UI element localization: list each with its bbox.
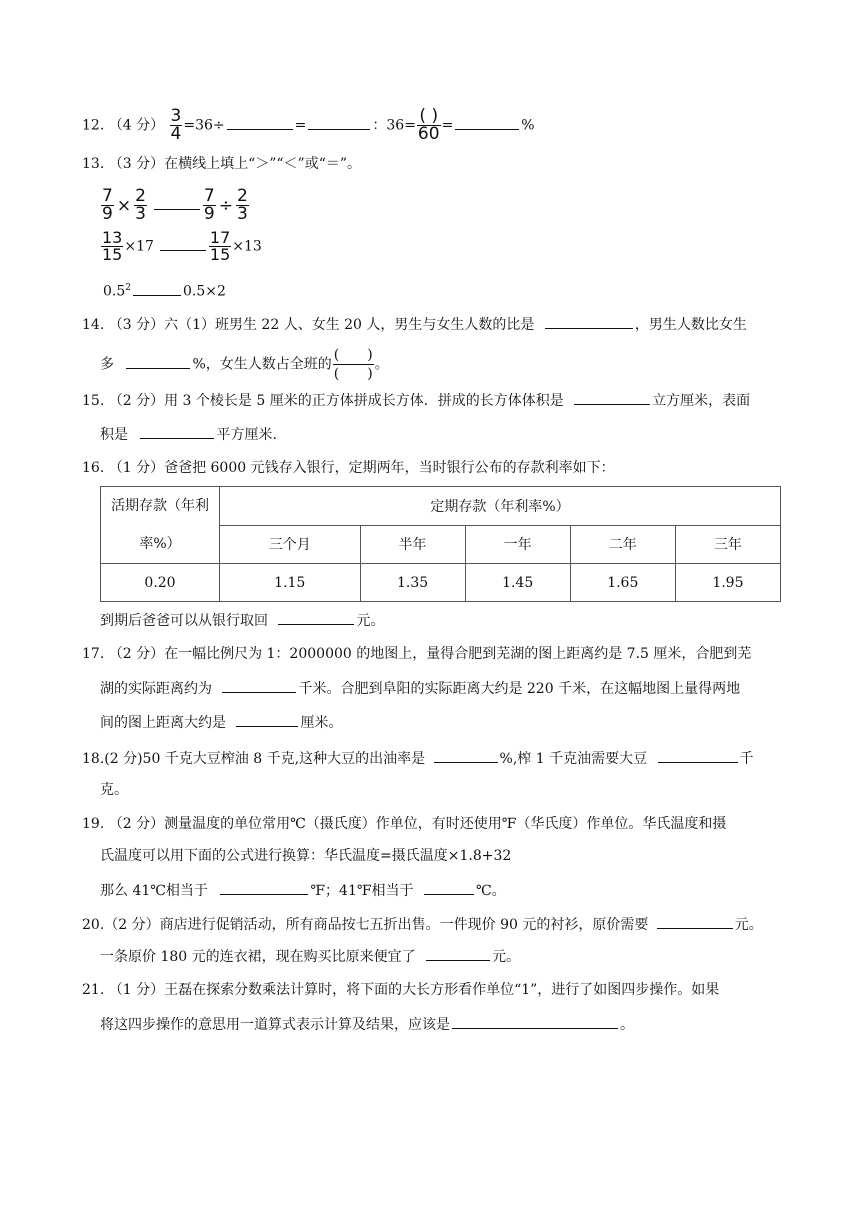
question-number: 19. — [82, 816, 105, 832]
column-header: 一年 — [465, 525, 570, 564]
question-17-line-3: 间的图上距离大约是 厘米。 — [100, 712, 342, 733]
question-number: 16. — [82, 460, 105, 476]
answer-blank[interactable] — [278, 610, 354, 625]
answer-blank[interactable] — [424, 880, 474, 895]
question-16: 16. （1 分）爸爸把 6000 元钱存入银行，定期两年，当时银行公布的存款利率如下： — [82, 460, 615, 476]
compare-row-1: $\frac{7}{9}$ × $\frac{2}{3}$ $\frac{7}{9}$ ÷ $\frac{2}{3}$ — [102, 186, 248, 224]
score: （4 分） — [108, 117, 165, 134]
column-header: 半年 — [360, 525, 465, 564]
question-number: 18. — [82, 751, 105, 767]
score: （2 分） — [108, 393, 165, 409]
answer-blank[interactable] — [140, 424, 214, 439]
score: (2 分) — [104, 751, 143, 767]
question-number: 15. — [82, 393, 105, 409]
question-20: 20.（2 分）商店进行促销活动，所有商品按七五折出售。一件现价 90 元的衬衫，原价需要 元。 — [82, 914, 763, 935]
answer-blank[interactable] — [658, 748, 738, 763]
question-number: 14. — [82, 317, 105, 333]
compare-blank[interactable] — [133, 281, 181, 296]
question-20-line-2: 一条原价 180 元的连衣裙，现在购买比原来便宜了 元。 — [100, 946, 520, 967]
question-21: 21. （1 分）王磊在探索分数乘法计算时，将下面的大长方形看作单位“1”，进行了如图四步操作。如果 — [82, 982, 720, 998]
question-18-line-2: 克。 — [100, 782, 128, 798]
score: （1 分） — [108, 982, 165, 998]
question-number: 20. — [82, 917, 105, 933]
rate-cell: 1.65 — [570, 564, 675, 602]
score: （2 分） — [108, 646, 165, 662]
question-19: 19. （2 分）测量温度的单位常用℃（摄氏度）作单位，有时还使用℉（华氏度）作单位。华氏温度和摄 — [82, 816, 727, 832]
answer-blank[interactable] — [308, 115, 370, 130]
answer-blank[interactable] — [452, 1014, 618, 1029]
answer-blank[interactable] — [236, 712, 298, 727]
question-number: 17. — [82, 646, 105, 662]
question-text: 在横线上填上“＞”“＜”或“＝”。 — [164, 156, 362, 172]
compare-row-3: $0.5^2$ 0.5×2 — [103, 278, 226, 302]
fraction: $\frac{13}{15}$ — [102, 228, 123, 264]
answer-blank[interactable] — [220, 880, 308, 895]
score: （3 分） — [108, 156, 165, 172]
answer-blank[interactable] — [455, 115, 519, 130]
compare-row-2: $\frac{13}{15}$ ×17 $\frac{17}{15}$ ×13 — [102, 228, 262, 264]
column-header: 三年 — [675, 525, 780, 564]
column-header: 二年 — [570, 525, 675, 564]
question-15-line-2: 积是 平方厘米. — [100, 424, 277, 445]
answer-blank[interactable] — [426, 946, 490, 961]
question-19-line-3: 那么 41℃相当于 ℉；41℉相当于 ℃。 — [100, 880, 506, 901]
fraction-blank-60: $\frac{( )}{60}$ — [417, 106, 440, 144]
score: （2 分） — [108, 816, 165, 832]
question-17-line-2: 湖的实际距离约为 千米。合肥到阜阳的实际距离大约是 220 千米，在这幅地图上量得两地 — [100, 678, 740, 699]
question-15: 15. （2 分）用 3 个棱长是 5 厘米的正方体拼成长方体．拼成的长方体体积是 立方厘米，表面 — [82, 390, 750, 411]
fraction-blank[interactable]: $\frac{( )}{( )}$ — [333, 347, 373, 382]
compare-blank[interactable] — [160, 236, 206, 251]
answer-blank[interactable] — [126, 354, 190, 369]
column-header: 三个月 — [220, 525, 361, 564]
question-number: 21. — [82, 982, 105, 998]
score: （2 分） — [104, 917, 160, 933]
question-18: 18.(2 分)50 千克大豆榨油 8 千克,这种大豆的出油率是 %,榨 1 千克油需要大豆 千 — [82, 748, 754, 769]
answer-blank[interactable] — [434, 748, 498, 763]
fraction: $\frac{7}{9}$ — [203, 186, 215, 224]
interest-rate-table — [100, 486, 781, 602]
answer-blank[interactable] — [657, 914, 733, 929]
question-17: 17. （2 分）在一幅比例尺为 1：2000000 的地图上，量得合肥到芜湖的图上距离约是 7.5 厘米，合肥到芜 — [82, 646, 752, 662]
score: （1 分） — [108, 460, 165, 476]
question-16-line-2: 到期后爸爸可以从银行取回 元。 — [100, 610, 384, 631]
compare-blank[interactable] — [154, 195, 200, 210]
answer-blank[interactable] — [545, 314, 633, 329]
demand-deposit-header: 活期存款（年利 率%） — [101, 487, 220, 564]
fraction: $\frac{2}{3}$ — [135, 186, 146, 224]
fraction: $\frac{7}{9}$ — [102, 186, 113, 224]
answer-blank[interactable] — [222, 678, 296, 693]
fraction: $\frac{17}{15}$ — [209, 228, 231, 264]
rate-cell: 1.95 — [675, 564, 780, 602]
question-number: 13. — [82, 156, 105, 172]
fixed-deposit-header: 定期存款（年利率%） — [220, 487, 781, 526]
question-21-line-2: 将这四步操作的意思用一道算式表示计算及结果，应该是 。 — [100, 1014, 634, 1035]
answer-blank[interactable] — [227, 115, 293, 130]
question-19-line-2: 氏温度可以用下面的公式进行换算：华氏温度=摄氏温度×1.8+32 — [100, 848, 512, 864]
question-14-line-2: 多 %，女生人数占全班的 $\frac{( )}{( )}$ 。 — [100, 347, 389, 382]
rate-cell: 1.35 — [360, 564, 465, 602]
score: （3 分） — [108, 317, 165, 333]
answer-blank[interactable] — [574, 390, 650, 405]
question-14: 14. （3 分）六（1）班男生 22 人、女生 20 人，男生与女生人数的比是 ，男生人数比女生 — [82, 314, 747, 335]
question-number: 12. — [82, 117, 105, 134]
question-12: 12. （4 分） $\frac{3}{4}$ =36÷ = ：36= $\frac{( )}{60}$ = % — [82, 106, 535, 144]
fraction-3-4: $\frac{3}{4}$ — [170, 106, 182, 144]
rate-cell: 1.15 — [220, 564, 361, 602]
fraction: $\frac{2}{3}$ — [236, 186, 248, 224]
rate-cell: 0.20 — [101, 564, 220, 602]
question-13 — [82, 154, 361, 174]
rate-cell: 1.45 — [465, 564, 570, 602]
